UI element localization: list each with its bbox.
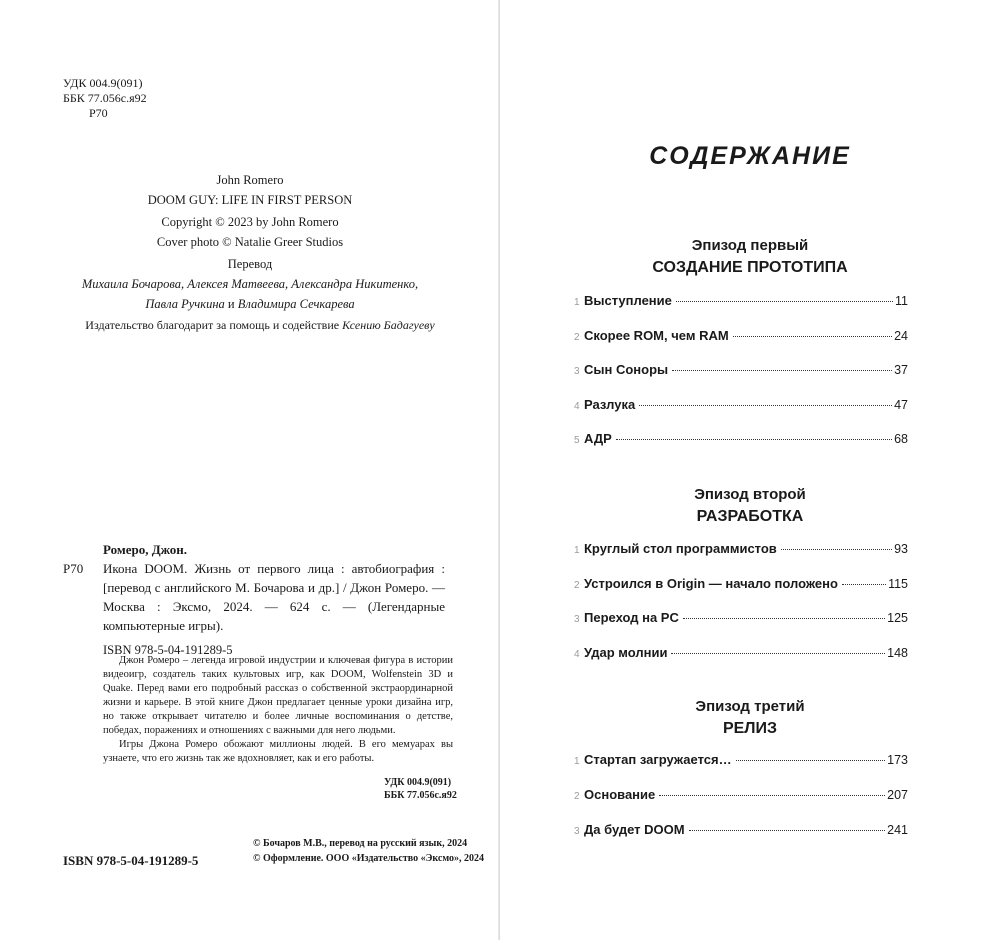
chapter-number: 3 <box>574 366 580 377</box>
chapter-title: Устроился в Origin — начало положено <box>584 575 838 591</box>
dot-leader <box>639 405 892 406</box>
chapter-number: 1 <box>574 756 580 767</box>
chapter-page-number: 11 <box>895 294 908 308</box>
toc-entry[interactable] <box>574 328 908 343</box>
episode-name: РАЗРАБОТКА <box>696 508 804 525</box>
chapter-title: Сын Соноры <box>584 362 669 377</box>
udk-code: УДК 004.9(091) <box>63 76 143 90</box>
bbk-small-code: ББК 77.056с.я92 <box>384 790 457 801</box>
chapter-title: Выступление <box>584 293 672 308</box>
dot-leader <box>671 653 885 654</box>
record-author: Ромеро, Джон. <box>103 542 188 557</box>
chapter-number: 2 <box>574 791 580 802</box>
toc-entry[interactable] <box>574 645 908 660</box>
dot-leader <box>842 584 886 585</box>
translator-name-b: Владимира Сечкарева <box>237 297 355 311</box>
chapter-title: Да будет DOOM <box>584 822 685 837</box>
toc-entry[interactable] <box>574 541 908 556</box>
chapter-number: 4 <box>574 648 580 660</box>
cover-photo-line: Cover photo © Natalie Greer Studios <box>156 235 344 249</box>
chapter-number: 3 <box>574 826 580 837</box>
annotation <box>103 654 453 766</box>
chapter-number: 2 <box>574 579 580 591</box>
acknowledgement-name: Ксению Бадагуеву <box>342 318 435 332</box>
translators-line-1 <box>80 274 420 294</box>
chapter-page-number: 125 <box>887 611 908 625</box>
episode-label: Эпизод второй <box>694 486 806 503</box>
chapter-number: 2 <box>574 331 580 343</box>
dot-leader <box>733 336 892 337</box>
record-code: Р70 <box>63 561 84 576</box>
dot-leader <box>689 830 886 831</box>
toc-entry[interactable] <box>574 293 908 308</box>
translation-label: Перевод <box>227 257 273 271</box>
chapter-number: 5 <box>574 435 580 446</box>
original-author: John Romero <box>216 173 284 187</box>
bibliographic-record <box>63 540 445 660</box>
dot-leader <box>683 618 885 619</box>
chapter-title: Круглый стол программистов <box>584 541 777 556</box>
chapter-page-number: 241 <box>887 823 908 837</box>
toc-entry[interactable] <box>574 752 908 767</box>
toc-entry[interactable] <box>574 431 908 446</box>
dot-leader <box>616 439 892 440</box>
chapter-number: 1 <box>574 297 580 308</box>
chapter-number: 1 <box>574 545 580 556</box>
chapter-title: АДР <box>584 431 612 446</box>
chapter-title: Стартап загружается… <box>584 752 732 767</box>
bbk-code: ББК 77.056с.я92 <box>63 91 147 105</box>
annotation-paragraph-2: Игры Джона Ромеро обожают миллионы людей. В его мемуарах вы узнаете, что его жизнь так же вдохновляет, как и его работы. <box>103 739 453 764</box>
episode-heading <box>500 484 1000 528</box>
episode-name: РЕЛИЗ <box>722 720 778 737</box>
classification-small <box>384 776 457 802</box>
chapter-page-number: 68 <box>894 432 908 446</box>
toc-entry[interactable] <box>574 610 908 625</box>
contents-title: СОДЕРЖАНИЕ <box>649 142 851 170</box>
toc-entry[interactable] <box>574 397 908 412</box>
chapter-title: Удар молнии <box>584 644 668 660</box>
acknowledgement <box>80 318 440 333</box>
chapter-title: Разлука <box>584 396 636 412</box>
chapter-title: Переход на PC <box>584 610 679 625</box>
isbn: ISBN 978-5-04-191289-5 <box>63 853 199 868</box>
chapter-page-number: 93 <box>894 542 908 556</box>
chapter-number: 4 <box>574 400 580 412</box>
toc-entry[interactable] <box>574 787 908 802</box>
translators-conjunction: и <box>224 297 238 311</box>
toc-entry[interactable] <box>574 822 908 837</box>
annotation-paragraph-1: Джон Ромеро – легенда игровой индустрии и ключевая фигура в истории видеоигр, создатель таких культовых игр, как DOOM, Wolfenstein 3D и Quake. Перед вами его подробный рассказ о собственной экстраординарной жизни и карьере. В этой книге Джон предлагает ценные уроки дизайна игр, но также открывает читателю и более личные воспоминания о детстве, победах, поражениях и отношениях с важными для него людьми. <box>103 655 453 736</box>
translators-line-2 <box>80 294 420 314</box>
record-isbn: ISBN 978-5-04-191289-5 <box>103 643 233 657</box>
design-copyright: © Оформление. ООО «Издательство «Эксмо», 2024 <box>253 853 484 864</box>
toc-entry[interactable] <box>574 362 908 377</box>
original-edition-credits <box>80 170 420 314</box>
chapter-page-number: 148 <box>887 645 908 660</box>
record-description: Икона DOOM. Жизнь от первого лица : автобиография : [перевод с английского М. Бочарова и др.] / Джон Ромеро. — Москва : Эксмо, 2024. — 624 с. — (Легендарные компьютерные игры). <box>103 561 445 633</box>
translator-name-a: Павла Ручкина <box>145 297 225 311</box>
dot-leader <box>781 549 892 550</box>
toc-entry[interactable] <box>574 576 908 591</box>
translators-names-1: Михаила Бочарова, Алексея Матвеева, Александра Никитенко, <box>81 277 419 291</box>
dot-leader <box>676 301 893 302</box>
original-title: DOOM GUY: LIFE IN FIRST PERSON <box>147 193 353 207</box>
contents-page <box>500 0 1000 940</box>
dot-leader <box>672 370 892 371</box>
chapter-page-number: 37 <box>894 363 908 377</box>
episode-label: Эпизод третий <box>695 698 805 715</box>
chapter-page-number: 115 <box>888 576 908 591</box>
episode-name: СОЗДАНИЕ ПРОТОТИПА <box>652 259 848 276</box>
chapter-number: 3 <box>574 614 580 625</box>
copyright-notice <box>253 836 484 866</box>
chapter-page-number: 47 <box>894 397 908 412</box>
classification-block <box>63 76 147 121</box>
copyright-line: Copyright © 2023 by John Romero <box>161 215 339 229</box>
episode-heading <box>500 696 1000 740</box>
chapter-page-number: 173 <box>887 753 908 767</box>
episode-heading <box>500 235 1000 279</box>
acknowledgement-text: Издательство благодарит за помощь и содействие <box>85 318 343 332</box>
chapter-page-number: 207 <box>887 788 908 802</box>
dot-leader <box>659 795 885 796</box>
chapter-title: Скорее ROM, чем RAM <box>584 327 729 343</box>
episode-label: Эпизод первый <box>691 237 809 254</box>
udk-small-code: УДК 004.9(091) <box>384 777 452 788</box>
author-mark: Р70 <box>89 106 108 120</box>
chapter-page-number: 24 <box>894 328 908 343</box>
chapter-title: Основание <box>584 787 656 802</box>
dot-leader <box>736 760 886 761</box>
translation-copyright: © Бочаров М.В., перевод на русский язык, 2024 <box>253 838 468 849</box>
